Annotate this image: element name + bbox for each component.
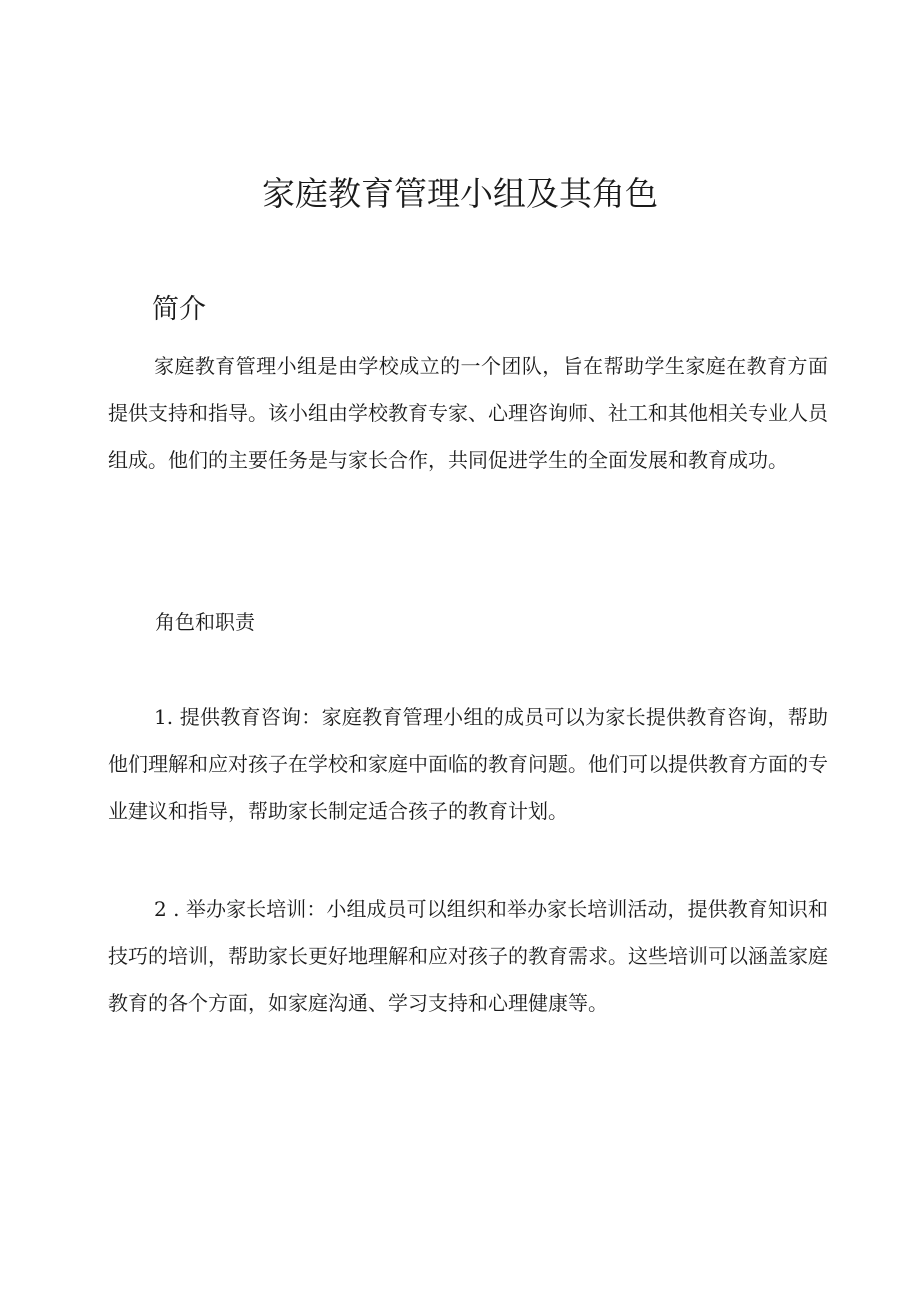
role-item: 2 . 举办家长培训：小组成员可以组织和举办家长培训活动，提供教育知识和技巧的培训，帮助家长更好地理解和应对孩子的教育需求。这些培训可以涵盖家庭教育的各个方面，如家庭沟通、学习支持和心理健康等。 xyxy=(108,897,828,1015)
role-item: 1. 提供教育咨询：家庭教育管理小组的成员可以为家长提供教育咨询，帮助他们理解和应对孩子在学校和家庭中面临的教育问题。他们可以提供教育方面的专业建议和指导，帮助家长制定适合孩子的教育计划。 xyxy=(108,705,828,823)
intro-heading: 简介 xyxy=(152,294,206,325)
roles-heading: 角色和职责 xyxy=(155,610,255,634)
intro-paragraph: 家庭教育管理小组是由学校成立的一个团队，旨在帮助学生家庭在教育方面提供支持和指导。该小组由学校教育专家、心理咨询师、社工和其他相关专业人员组成。他们的主要任务是与家长合作，共同促进学生的全面发展和教育成功。 xyxy=(108,354,828,472)
document-title: 家庭教育管理小组及其角色 xyxy=(262,174,658,213)
